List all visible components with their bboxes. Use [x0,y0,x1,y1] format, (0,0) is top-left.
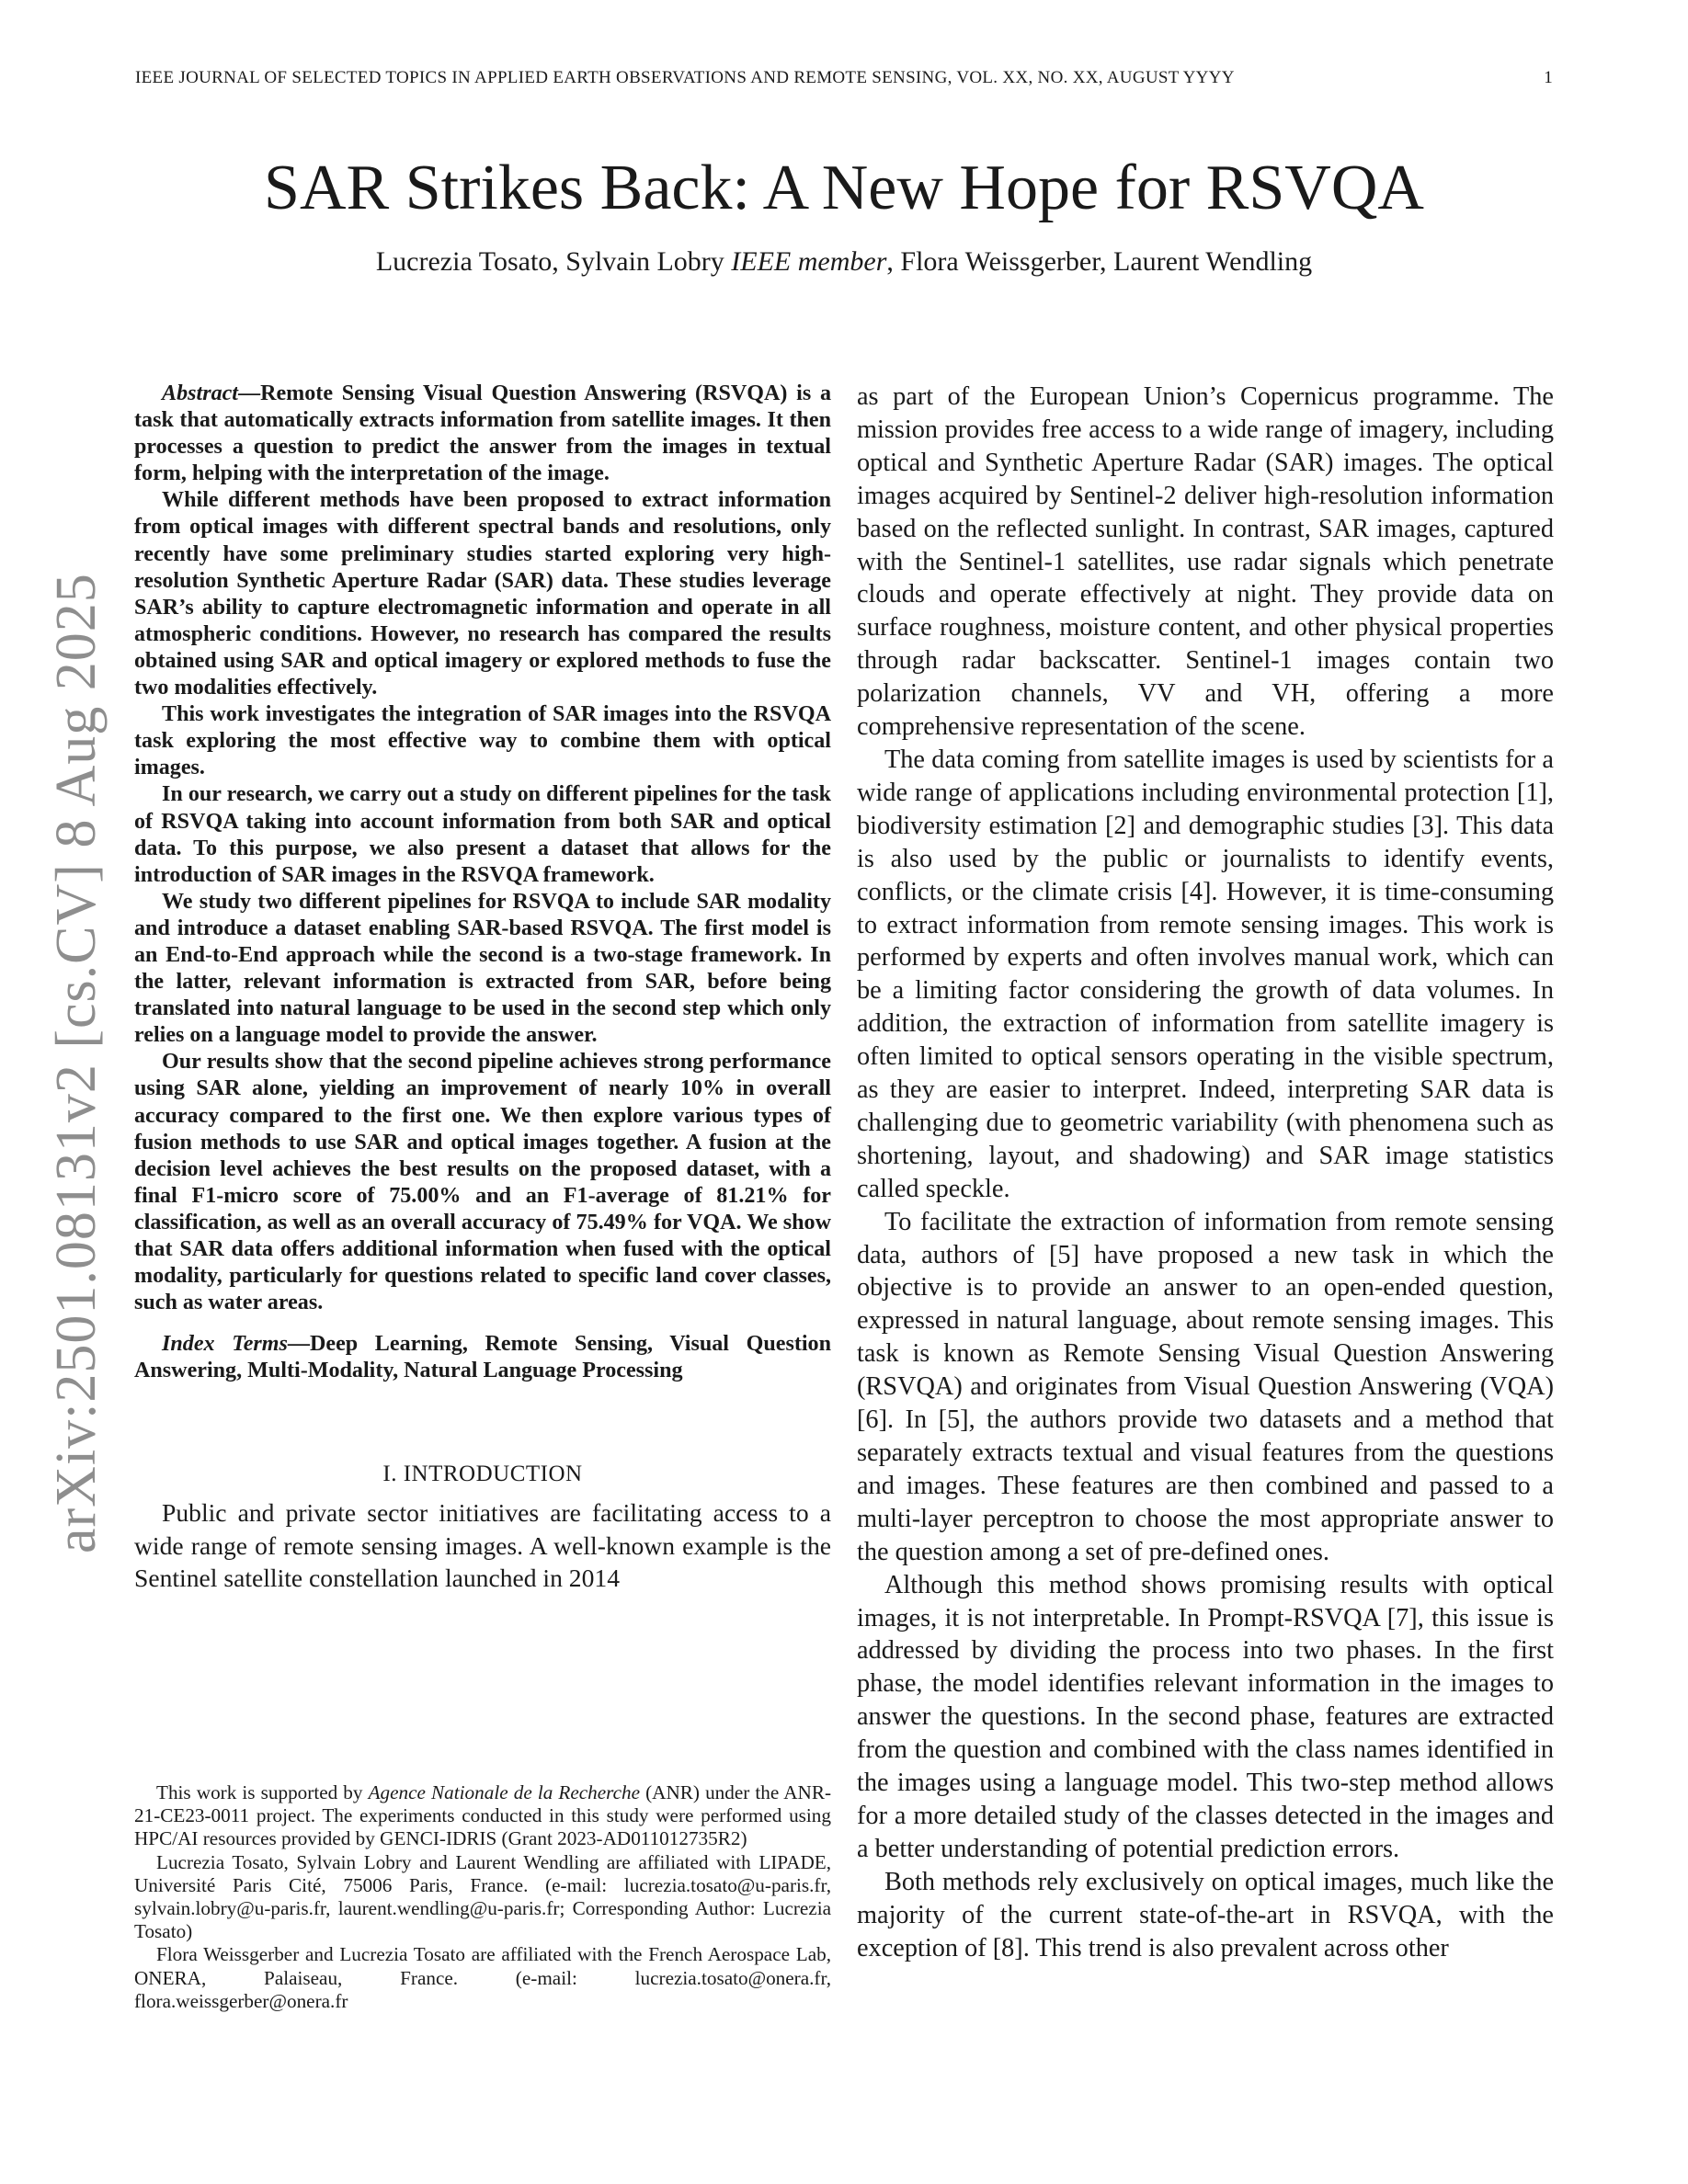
body-paragraph: Public and private sector initiatives are facilitating access to a wide range of remote sensing images. A well-known example is the Sentinel satellite constellation launched in 2014 [134,1498,831,1593]
abstract-paragraph: We study two different pipelines for RSVQA to include SAR modality and introduce a dataset enabling SAR-based RSVQA. The first model is an End-to-End approach while the second is a two-stage framework. In the latter, relevant information is extracted from SAR, before being translated into natural language to be used in the second step which only relies on a language model to provide the answer. [134,889,831,1048]
body-paragraph: Although this method shows promising results with optical images, it is not interpretable. In Prompt-RSVQA [7], this issue is addressed by dividing the process into two phases. In the first phase, the model identifies relevant information in the images to answer the questions. In the second phase, features are extracted from the question and combined with the class names identified in the images using a language model. This two-step method allows for a more detailed study of the classes detected in the images and a better understanding of potential prediction errors. [857,1570,1554,1863]
body-paragraph: as part of the European Union’s Copernicus programme. The mission provides free access to a wide range of imagery, including optical and Synthetic Aperture Radar (SAR) images. The optical images acquired by Sentinel-2 deliver high-resolution information based on the reflected sunlight. In contrast, SAR images, captured with the Sentinel-1 satellites, use radar signals which penetrate clouds and operate effectively at night. They provide data on surface roughness, moisture content, and other physical properties through radar backscatter. Sentinel-1 images contain two polarization channels, VV and VH, offering a more comprehensive representation of the scene. [857,382,1554,742]
abstract-paragraph: Our results show that the second pipeline achieves strong performance using SAR alone, yielding an improvement of nearly 10% in overall accuracy compared to the first one. We then explore various types of fusion methods to use SAR and optical images together. A fusion at the decision level achieves the best results on the proposed dataset, with a final F1-micro score of 75.00% and an F1-average of 81.21% for classification, as well as an overall accuracy of 75.49% for VQA. We show that SAR data offers additional information when fused with the optical modality, particularly for questions related to specific land cover classes, such as water areas. [134,1050,831,1315]
arxiv-identifier-sidebar: arXiv:2501.08131v2 [cs.CV] 8 Aug 2025 [45,573,108,1553]
index-terms: Index Terms—Deep Learning, Remote Sensing, Visual Question Answering, Multi-Modality, Natural Language Processing [134,1332,831,1383]
page-number: 1 [1544,68,1553,87]
footnote-affiliation: Lucrezia Tosato, Sylvain Lobry and Laurent Wendling are affiliated with LIPADE, Université Paris Cité, 75006 Paris, France. (e-mail: lucrezia.tosato@u-paris.fr, sylvain.lobry@u-paris.fr, laurent.wendling@u-paris.fr; Corresponding Author: Lucrezia Tosato) [134,1850,831,1943]
footnote-funding: This work is supported by Agence Nationale de la Recherche (ANR) under the ANR-21-CE23-0011 project. The experiments conducted in this study were performed using HPC/AI resources provided by GENCI-IDRIS (Grant 2023-AD011012735R2) [134,1781,832,1850]
index-terms-label: Index Terms [162,1332,288,1357]
abstract-paragraph: This work investigates the integration of SAR images into the RSVQA task exploring the most effective way to combine them with optical images. [134,702,831,780]
abstract-paragraph: In our research, we carry out a study on different pipelines for the task of RSVQA taking into account information from both SAR and optical data. To this purpose, we also present a dataset that allows for the introduction of SAR images in the RSVQA framework. [134,782,831,887]
authors-rest: , Flora Weissgerber, Laurent Wendling [886,246,1313,277]
running-header [135,68,1553,88]
authors-first: Lucrezia Tosato, Sylvain Lobry [375,246,732,277]
abstract [134,381,831,1316]
footnotes [134,1781,831,2013]
section-heading-introduction: I. INTRODUCTION [382,1462,583,1487]
abstract-label: Abstract [162,381,238,405]
paper-title: SAR Strikes Back: A New Hope for RSVQA [264,153,1424,223]
left-column [134,381,831,1595]
abstract-paragraph: Abstract—Remote Sensing Visual Question Answering (RSVQA) is a task that automatically extracts information from satellite images. It then processes a question to predict the answer from the images in textual form, helping with the interpretation of the image. [134,381,831,486]
body-paragraph: Both methods rely exclusively on optical images, much like the majority of the current state-of-the-art in RSVQA, with the exception of [8]. This trend is also prevalent across other [857,1867,1554,1962]
abstract-paragraph: While different methods have been proposed to extract information from optical images with different spectral bands and resolutions, only recently have some preliminary studies started exploring very high-resolution Synthetic Aperture Radar (SAR) data. These studies leverage SAR’s ability to capture electromagnetic information and operate in all atmospheric conditions. However, no research has compared the results obtained using SAR and optical imagery or explored methods to fuse the two modalities effectively. [134,488,831,700]
running-head-text: IEEE JOURNAL OF SELECTED TOPICS IN APPLIED EARTH OBSERVATIONS AND REMOTE SENSING, VOL. XX, NO. XX, AUGUST YYYY [135,68,1235,87]
body-paragraph: To facilitate the extraction of information from remote sensing data, authors of [5] have proposed a new task in which the objective is to provide an answer to an open-ended question, expressed in natural language, about remote sensing images. This task is known as Remote Sensing Visual Question Answering (RSVQA) and originates from Visual Question Answering (VQA) [6]. In [5], the authors provide two datasets and a method that separately extracts textual and visual features from the questions and images. These features are then combined and passed to a multi-layer perceptron to choose the most appropriate answer to the question among a set of pre-defined ones. [857,1207,1554,1566]
right-column [857,381,1554,1965]
author-list [0,246,1688,278]
author-role: IEEE member [731,246,887,277]
footnote-affiliation: Flora Weissgerber and Lucrezia Tosato are affiliated with the French Aerospace Lab, ONERA, Palaiseau, France. (e-mail: lucrezia.tosato@onera.fr, flora.weissgerber@onera.fr [134,1943,831,2012]
body-paragraph: The data coming from satellite images is used by scientists for a wide range of applications including environmental protection [1], biodiversity estimation [2] and demographic studies [3]. This data is also used by the public or journalists to identify events, conflicts, or the climate crisis [4]. However, it is time-consuming to extract information from remote sensing images. This work is performed by experts and often involves manual work, which can be a limiting factor considering the growth of data volumes. In addition, the extraction of information from satellite imagery is often limited to optical sensors operating in the visible spectrum, as they are easier to interpret. Indeed, interpreting SAR data is challenging due to geometric variability (with phenomena such as shortening, layout, and shadowing) and SAR image statistics called speckle. [857,745,1554,1203]
